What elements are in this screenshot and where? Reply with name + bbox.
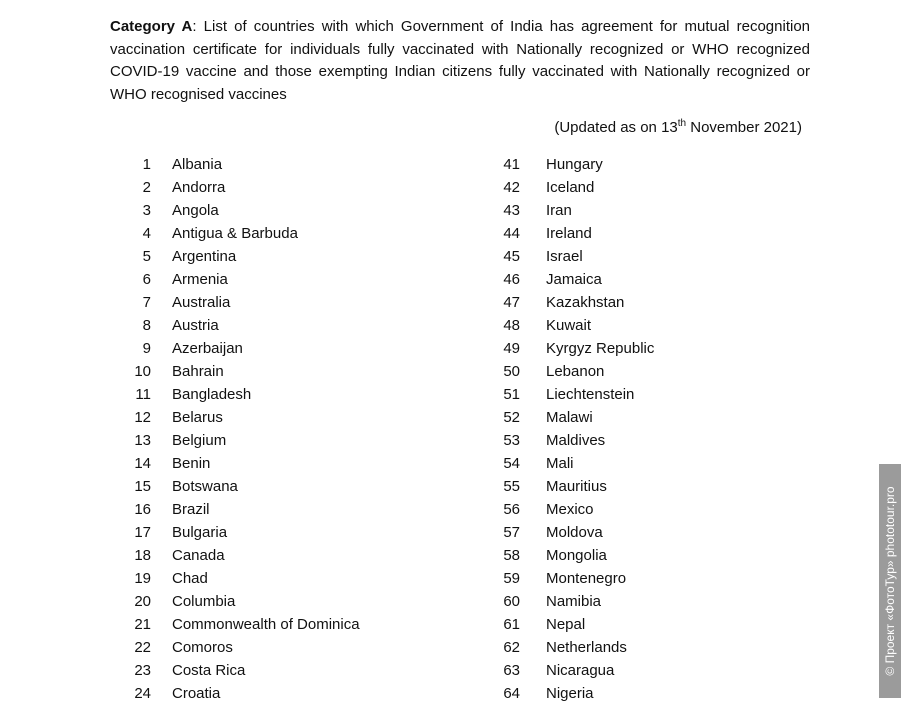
- country-name: Mauritius: [546, 478, 607, 495]
- country-name: Namibia: [546, 593, 602, 610]
- list-item: [110, 176, 440, 199]
- list-item: [110, 567, 440, 590]
- item-number: 1: [142, 156, 151, 173]
- item-number: 60: [503, 593, 520, 610]
- updated-prefix: (Updated as on 13: [554, 119, 678, 136]
- list-item: [110, 659, 440, 682]
- list-item: [110, 590, 440, 613]
- list-item: [488, 659, 818, 682]
- item-number: 62: [503, 639, 520, 656]
- country-name: Mali: [546, 455, 574, 472]
- item-number: 58: [503, 547, 520, 564]
- country-name: Jamaica: [546, 271, 602, 288]
- list-item: [488, 337, 818, 360]
- country-name: Belgium: [172, 432, 227, 449]
- country-name: Commonwealth of Dominica: [172, 616, 360, 633]
- list-item: [488, 544, 818, 567]
- watermark-text: © Проект «ФотоТур» phototour.pro: [883, 486, 897, 676]
- item-number: 59: [503, 570, 520, 587]
- item-number: 54: [503, 455, 520, 472]
- country-name: Australia: [172, 294, 231, 311]
- item-number: 8: [142, 317, 151, 334]
- list-item: [488, 314, 818, 337]
- country-name: Moldova: [546, 524, 603, 541]
- list-item: [488, 613, 818, 636]
- item-number: 61: [503, 616, 520, 633]
- item-number: 50: [503, 363, 520, 380]
- item-number: 41: [503, 156, 520, 173]
- country-name: Brazil: [172, 501, 210, 518]
- country-name: Andorra: [172, 179, 226, 196]
- country-name: Kyrgyz Republic: [546, 340, 655, 357]
- country-name: Benin: [172, 455, 211, 472]
- country-name: Bangladesh: [172, 386, 252, 403]
- list-item: [488, 590, 818, 613]
- country-name: Liechtenstein: [546, 386, 635, 403]
- item-number: 18: [134, 547, 151, 564]
- item-number: 22: [134, 639, 151, 656]
- list-item: [110, 636, 440, 659]
- item-number: 56: [503, 501, 520, 518]
- country-name: Chad: [172, 570, 208, 587]
- country-name: Argentina: [172, 248, 237, 265]
- item-number: 17: [134, 524, 151, 541]
- item-number: 15: [134, 478, 151, 495]
- list-item: [110, 245, 440, 268]
- list-item: [110, 383, 440, 406]
- item-number: 16: [134, 501, 151, 518]
- list-item: [488, 406, 818, 429]
- item-number: 2: [142, 179, 151, 196]
- country-name: Mexico: [546, 501, 594, 518]
- country-name: Croatia: [172, 685, 221, 702]
- list-item: [488, 222, 818, 245]
- country-name: Angola: [172, 202, 219, 219]
- list-item: [110, 544, 440, 567]
- list-item: [110, 337, 440, 360]
- item-number: 23: [134, 662, 151, 679]
- list-item: [110, 429, 440, 452]
- item-number: 14: [134, 455, 151, 472]
- item-number: 12: [134, 409, 151, 426]
- item-number: 55: [503, 478, 520, 495]
- list-item: [110, 153, 440, 176]
- item-number: 53: [503, 432, 520, 449]
- country-name: Kuwait: [546, 317, 592, 334]
- item-number: 43: [503, 202, 520, 219]
- list-item: [488, 245, 818, 268]
- country-name: Austria: [172, 317, 219, 334]
- list-item: [488, 176, 818, 199]
- list-item: [488, 452, 818, 475]
- item-number: 42: [503, 179, 520, 196]
- country-name: Armenia: [172, 271, 228, 288]
- country-name: Belarus: [172, 409, 223, 426]
- list-item: [488, 199, 818, 222]
- country-name: Antigua & Barbuda: [172, 225, 298, 242]
- updated-suffix: November 2021): [686, 119, 802, 136]
- item-number: 45: [503, 248, 520, 265]
- list-item: [488, 636, 818, 659]
- item-number: 52: [503, 409, 520, 426]
- country-name: Bahrain: [172, 363, 224, 380]
- country-name: Nigeria: [546, 685, 594, 702]
- country-name: Lebanon: [546, 363, 605, 380]
- watermark: [879, 464, 901, 698]
- list-item: [488, 268, 818, 291]
- intro-text: : List of countries with which Government of India has agreement for mutual recognition vaccination certificate for individuals fully vaccinated with Nationally recognized or WHO recognized COVID-19 vaccine and those exempting Indian citizens fully vaccinated with Nationally recognized or WHO recognised vaccines: [110, 18, 810, 103]
- intro-paragraph: [110, 16, 810, 106]
- country-name: Malawi: [546, 409, 593, 426]
- list-item: [110, 475, 440, 498]
- item-number: 7: [142, 294, 151, 311]
- country-name: Nepal: [546, 616, 586, 633]
- list-item: [110, 613, 440, 636]
- list-item: [488, 429, 818, 452]
- country-name: Columbia: [172, 593, 236, 610]
- country-name: Canada: [172, 547, 225, 564]
- item-number: 63: [503, 662, 520, 679]
- list-item: [488, 498, 818, 521]
- item-number: 4: [142, 225, 151, 242]
- item-number: 64: [503, 685, 520, 702]
- item-number: 49: [503, 340, 520, 357]
- item-number: 21: [134, 616, 151, 633]
- list-item: [110, 314, 440, 337]
- list-item: [488, 383, 818, 406]
- item-number: 9: [142, 340, 151, 357]
- list-item: [110, 521, 440, 544]
- list-item: [110, 360, 440, 383]
- item-number: 5: [142, 248, 151, 265]
- list-item: [488, 521, 818, 544]
- item-number: 10: [134, 363, 151, 380]
- country-name: Costa Rica: [172, 662, 246, 679]
- list-item: [488, 360, 818, 383]
- country-name: Ireland: [546, 225, 592, 242]
- list-item: [488, 567, 818, 590]
- list-item: [110, 268, 440, 291]
- country-name: Netherlands: [546, 639, 627, 656]
- item-number: 6: [142, 271, 151, 288]
- item-number: 47: [503, 294, 520, 311]
- category-label: Category A: [110, 18, 193, 35]
- country-name: Hungary: [546, 156, 603, 173]
- item-number: 19: [134, 570, 151, 587]
- updated-superscript: th: [677, 118, 687, 129]
- list-item: [110, 682, 440, 705]
- list-item: [488, 153, 818, 176]
- country-list-left: [110, 153, 440, 705]
- list-item: [110, 406, 440, 429]
- list-item: [110, 498, 440, 521]
- item-number: 24: [134, 685, 151, 702]
- item-number: 11: [135, 386, 151, 403]
- country-name: Albania: [172, 156, 223, 173]
- country-name: Botswana: [172, 478, 238, 495]
- list-item: [110, 452, 440, 475]
- updated-date: [554, 117, 802, 139]
- country-name: Azerbaijan: [172, 340, 243, 357]
- item-number: 13: [134, 432, 151, 449]
- list-item: [110, 222, 440, 245]
- country-name: Maldives: [546, 432, 606, 449]
- list-item: [110, 291, 440, 314]
- list-item: [110, 199, 440, 222]
- country-name: Mongolia: [546, 547, 607, 564]
- list-item: [488, 291, 818, 314]
- item-number: 51: [503, 386, 520, 403]
- country-list-right: [488, 153, 818, 705]
- country-name: Montenegro: [546, 570, 627, 587]
- country-name: Israel: [546, 248, 583, 265]
- country-name: Kazakhstan: [546, 294, 625, 311]
- country-name: Nicaragua: [546, 662, 615, 679]
- item-number: 48: [503, 317, 520, 334]
- country-name: Comoros: [172, 639, 233, 656]
- item-number: 20: [134, 593, 151, 610]
- country-name: Bulgaria: [172, 524, 228, 541]
- item-number: 46: [503, 271, 520, 288]
- country-name: Iran: [546, 202, 572, 219]
- item-number: 44: [503, 225, 520, 242]
- list-item: [488, 475, 818, 498]
- item-number: 57: [503, 524, 520, 541]
- list-item: [488, 682, 818, 705]
- country-name: Iceland: [546, 179, 595, 196]
- item-number: 3: [142, 202, 151, 219]
